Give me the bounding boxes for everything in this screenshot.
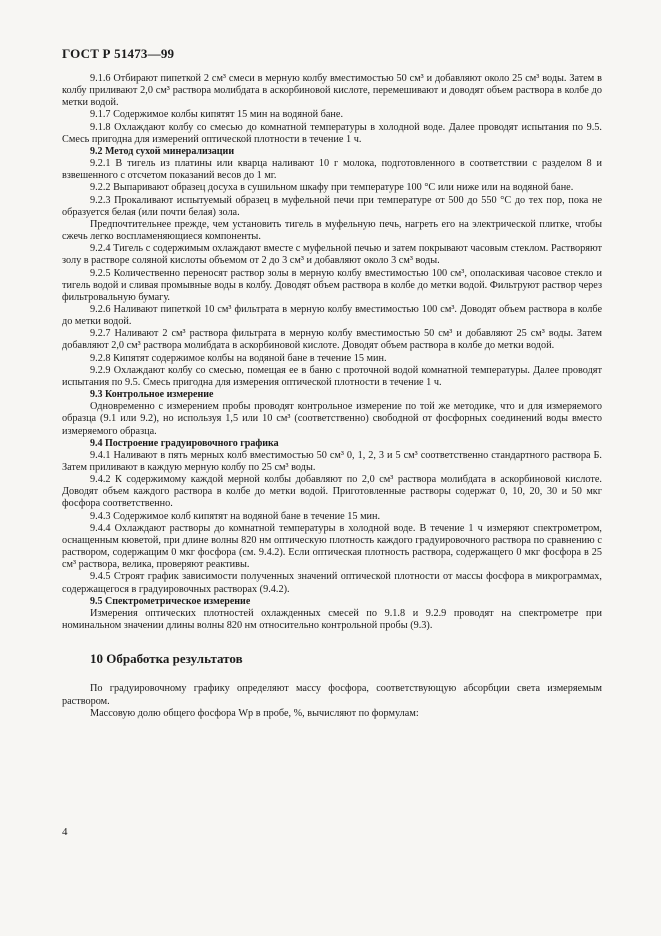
subsection-heading: 9.4 Построение градуировочного графика <box>90 437 279 449</box>
paragraph: 9.2.9 Охлаждают колбу со смесью, помещая ее в баню с проточной водой комнатной температуры. Далее проводят испытания по 9.5. Смесь пригодна для измерения оптической плотности в течение 1 ч. <box>62 364 602 388</box>
paragraph: 9.4.5 Строят график зависимости полученных значений оптической плотности от массы фосфора в микрограммах, содержащегося в градуировочных растворах (9.4.2). <box>62 571 602 595</box>
page-number: 4 <box>62 826 68 838</box>
paragraph: 9.2.3 Прокаливают испытуемый образец в муфельной печи при температуре от 500 до 550 °С до тех пор, пока не образуется белая (или почти белая) зола. <box>62 194 602 218</box>
document-id-header: ГОСТ Р 51473—99 <box>62 46 175 61</box>
paragraph: 9.2.8 Кипятят содержимое колбы на водяной бане в течение 15 мин. <box>90 352 387 364</box>
paragraph: Предпочтительнее прежде, чем установить тигель в муфельную печь, нагреть его на электрической плитке, чтобы сжечь легко воспламеняющиеся компоненты. <box>62 218 602 243</box>
subsection-heading: 9.2 Метод сухой минерализации <box>90 145 235 157</box>
paragraph: Одновременно с измерением пробы проводят контрольное измерение по той же методике, что и для измеряемого образца (9.1 или 9.2), но используя 1,5 или 10 см³ (соответственно) свободной от фосфорных соединений воды вместо измеряемого образца. <box>62 401 602 437</box>
paragraph: 9.2.5 Количественно переносят раствор золы в мерную колбу вместимостью 100 см³, ополаскивая часовое стекло и тигель водой и сливая промывные воды в колбу. Доводят объем раствора в колбе до метки водой. Фильтруют раствор через фильтровальную бумагу. <box>62 267 602 303</box>
paragraph: 9.4.4 Охлаждают растворы до комнатной температуры в холодной воде. В течение 1 ч измеряют спектрометром, оснащенным кюветой, при длине волны 820 нм оптическую плотность каждого градуировочного раствора по сравнению с раствором, содержащим 0 мкг фосфора (см. 9.4.2). Если оптическая плотность раствора, содержащего 0 мкг фосфора в 25 см³ раствора, велика, проверяют реактивы. <box>62 522 602 571</box>
paragraph: 9.1.8 Охлаждают колбу со смесью до комнатной температуры в холодной воде. Далее проводят испытания по 9.5. Смесь пригодна для измерений оптической плотности в течение 1 ч. <box>62 121 602 145</box>
paragraph: 9.2.7 Наливают 2 см³ раствора фильтрата в мерную колбу вместимостью 50 см³ и добавляют 25 см³ воды. Затем добавляют 2,0 см³ раствора молибдата в аскорбиновой кислоте. Доводят объем раствора в колбе до метки водой. <box>62 328 602 352</box>
paragraph: По градуировочному графику определяют массу фосфора, соответствующую абсорбции света измеряемым раствором. <box>62 683 602 707</box>
paragraph: 9.4.1 Наливают в пять мерных колб вместимостью 50 см³ 0, 1, 2, 3 и 5 см³ соответственно стандартного раствора Б. Затем приливают в каждую мерную колбу по 25 см³ воды. <box>62 449 602 473</box>
paragraph: 9.4.2 К содержимому каждой мерной колбы добавляют по 2,0 см³ раствора молибдата в аскорбиновой кислоте. Доводят объем каждого раствора в колбе до метки водой. Приготовленные растворы содержат 0, 10, 20, 30 и 50 мкг фосфора соответственно. <box>62 474 602 510</box>
paragraph: Массовую долю общего фосфора Wр в пробе, %, вычисляют по формулам: <box>90 707 419 719</box>
subsection-heading: 9.5 Спектрометрическое измерение <box>90 595 251 607</box>
document-body <box>62 73 602 720</box>
paragraph: 9.2.4 Тигель с содержимым охлаждают вместе с муфельной печью и затем покрывают часовым стеклом. Растворяют золу в растворе соляной кислоты объемом от 2 до 3 см³ и добавляют около 3 см³ воды. <box>62 243 602 267</box>
paragraph: 9.2.1 В тигель из платины или кварца наливают 10 г молока, подготовленного в соответствии с разделом 8 и взвешенного с отсчетом показаний весов до 1 мг. <box>62 158 602 182</box>
paragraph: Измерения оптических плотностей охлажденных смесей по 9.1.8 и 9.2.9 проводят на спектрометре при номинальном значении длины волны 820 нм относительно контрольной пробы (9.3). <box>62 607 602 632</box>
subsection-heading: 9.3 Контрольное измерение <box>90 389 214 401</box>
paragraph: 9.2.6 Наливают пипеткой 10 см³ фильтрата в мерную колбу вместимостью 100 см³. Доводят объем раствора в колбе до метки водой. <box>62 303 602 328</box>
paragraph: 9.2.2 Выпаривают образец досуха в сушильном шкафу при температуре 100 °С или ниже или на водяной бане. <box>90 182 574 194</box>
paragraph: 9.4.3 Содержимое колб кипятят на водяной бане в течение 15 мин. <box>90 510 381 522</box>
paragraph: 9.1.6 Отбирают пипеткой 2 см³ смеси в мерную колбу вместимостью 50 см³ и добавляют около 25 см³ воды. Затем в колбу приливают 2,0 см³ раствора молибдата в аскорбиновой кислоте, перемешивают и доводят объем раствора в колбе до метки водой. <box>62 73 602 109</box>
paragraph: 9.1.7 Содержимое колбы кипятят 15 мин на водяной бане. <box>90 109 344 121</box>
section-heading: 10 Обработка результатов <box>90 651 243 667</box>
